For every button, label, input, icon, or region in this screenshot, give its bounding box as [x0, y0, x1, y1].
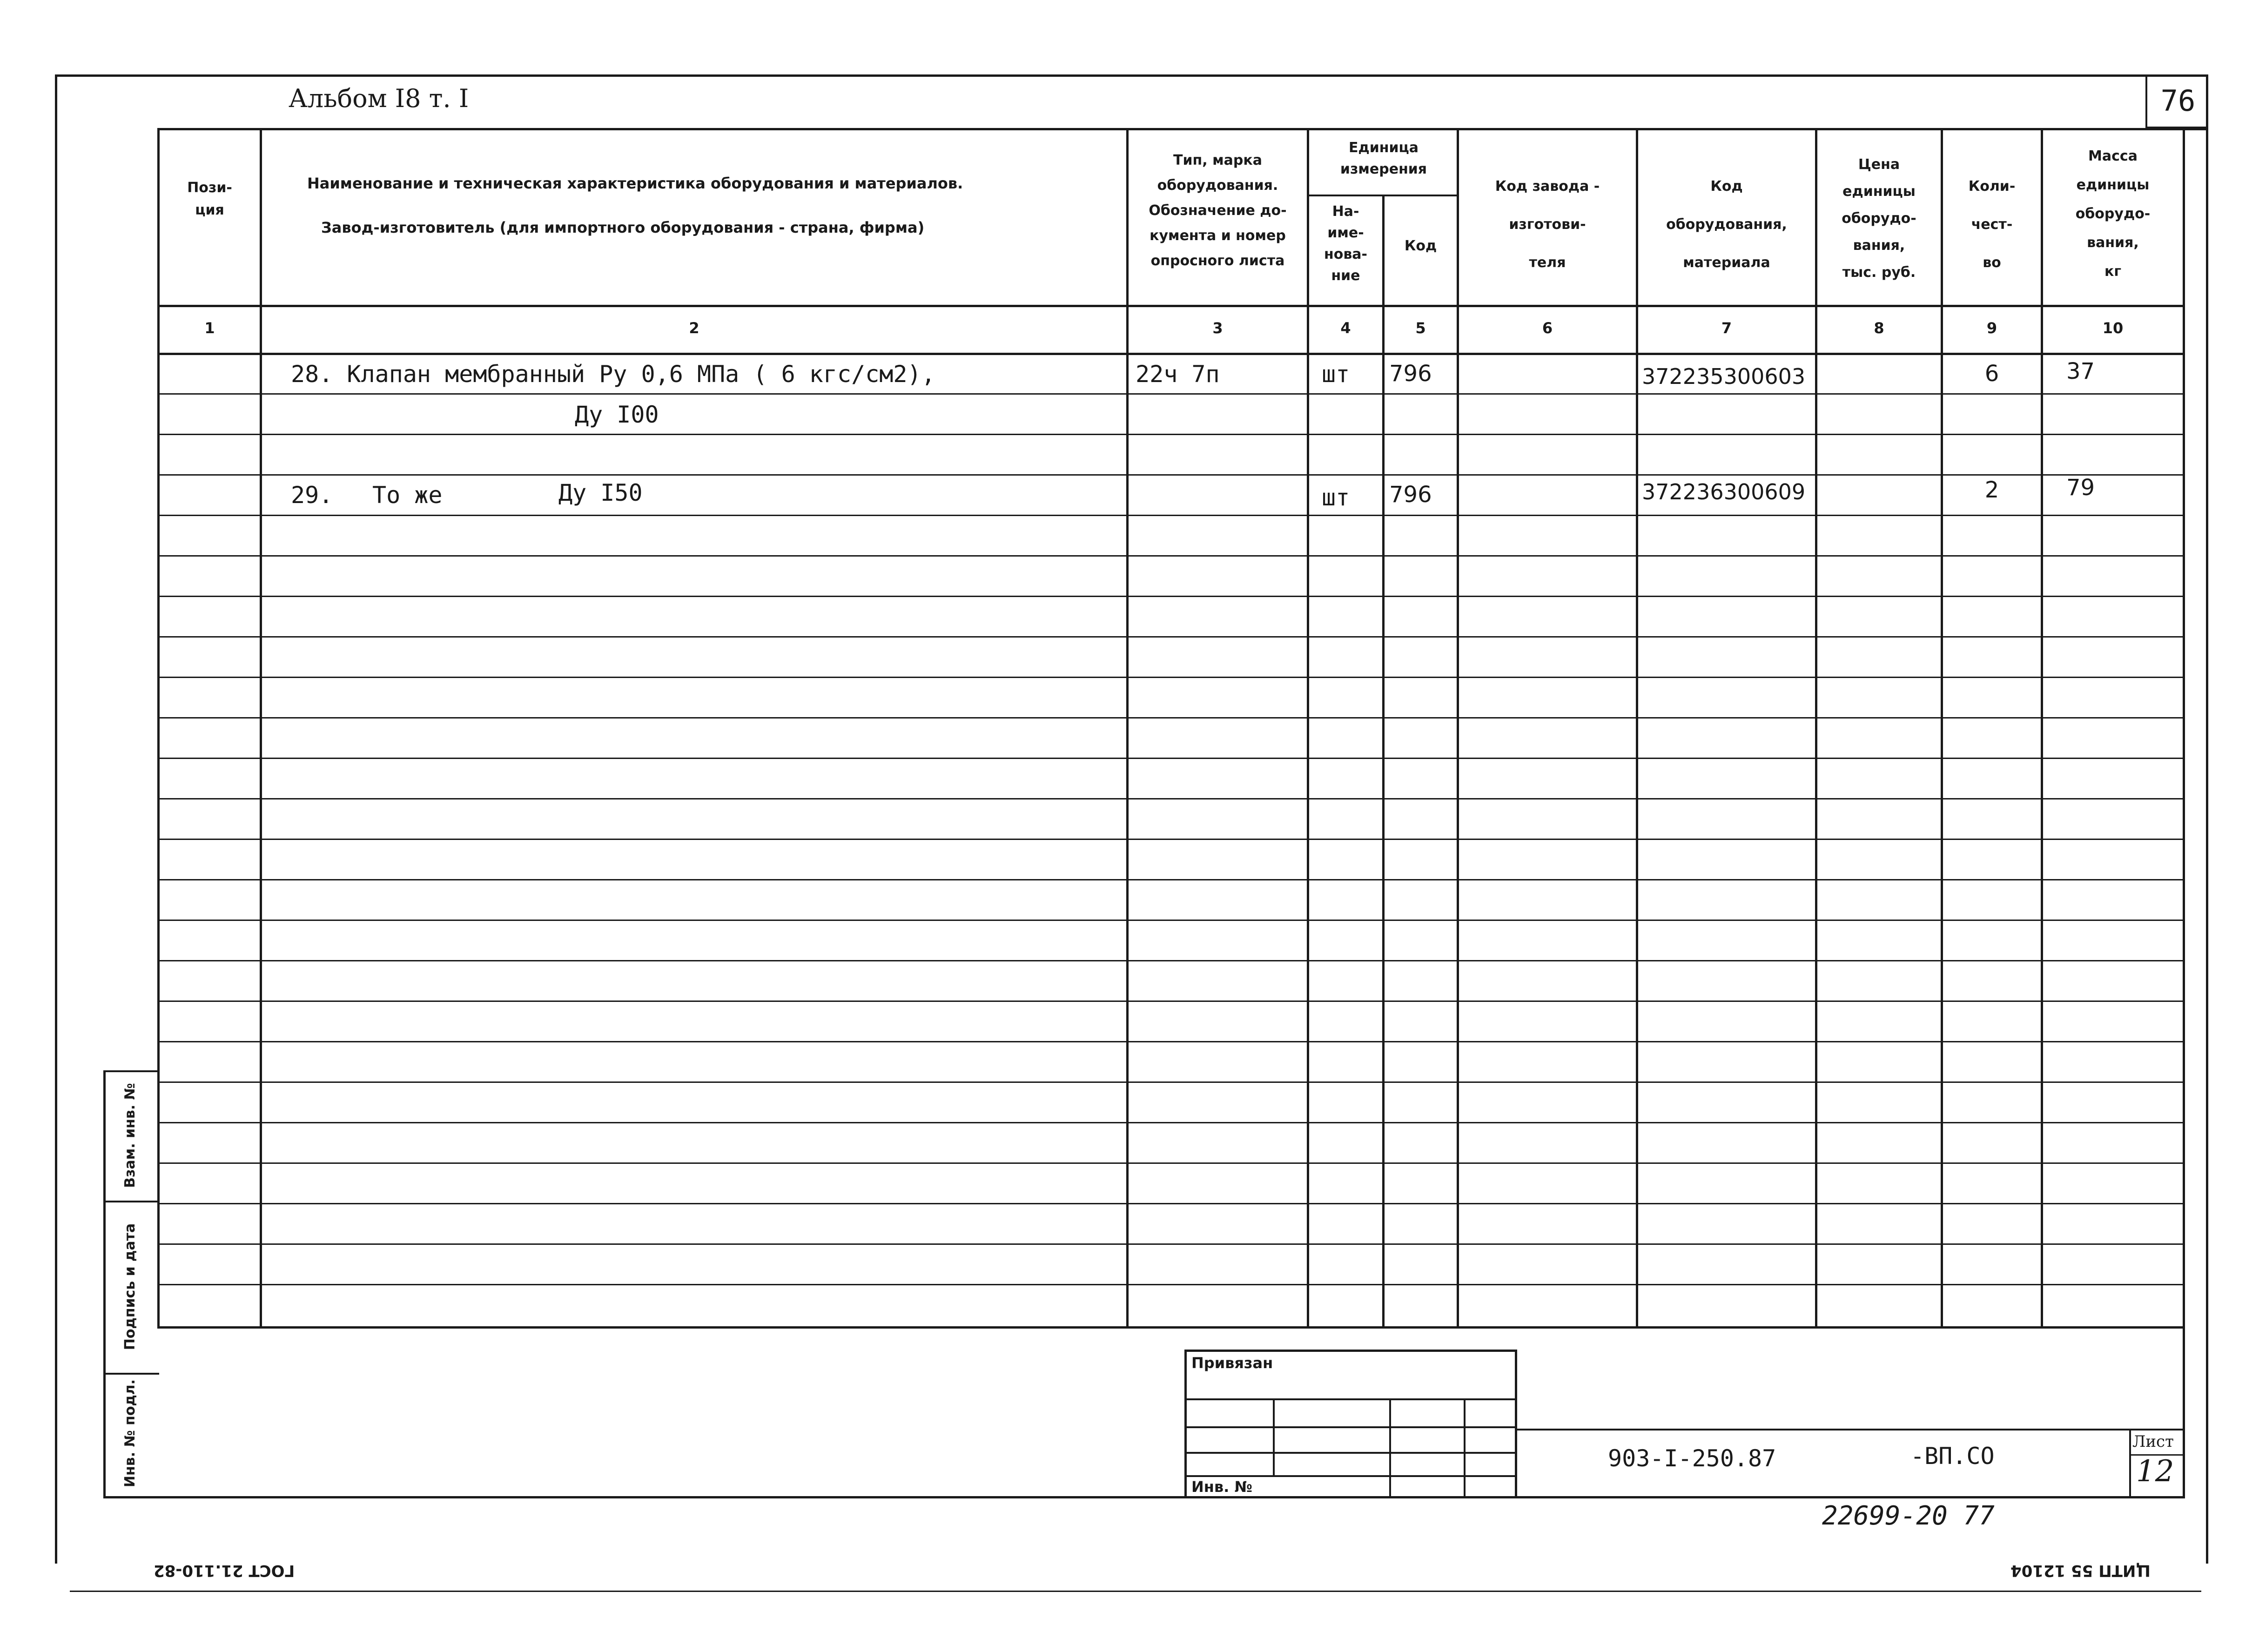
item-29-name: То же — [372, 482, 443, 509]
stamp-inv-original: Инв. № подл. — [122, 1379, 138, 1488]
item-28-unit-code: 796 — [1389, 361, 1432, 387]
page-number: 76 — [2160, 84, 2196, 118]
footer-citp: ЦИТП 55 12104 — [2010, 1561, 2151, 1580]
item-28-mass: 37 — [2066, 358, 2095, 384]
item-29-mass: 79 — [2066, 475, 2095, 501]
footer-gost: ГОСТ 21.110-82 — [154, 1561, 295, 1580]
header-quantity: Коли- чест- во — [1968, 178, 2016, 271]
stamp-inv-replace: Взам. инв. № — [122, 1083, 138, 1188]
item-29-equipment-code: 372236300609 — [1642, 479, 1806, 504]
item-29-unit: шт — [1322, 484, 1350, 511]
header-factory-code: Код завода - изготови- теля — [1495, 178, 1600, 271]
header-unit-name: На- име- нова- ние — [1324, 203, 1368, 284]
archive-number: 22699-20 77 — [1822, 1501, 1995, 1531]
item-28-quantity: 6 — [1984, 361, 1999, 387]
sheet-label: Лист — [2132, 1432, 2174, 1451]
sheet-number: 12 — [2136, 1454, 2174, 1489]
header-type: Тип, марка оборудования. Обозначение до- кумента и номер опросного листа — [1149, 152, 1287, 269]
frame-top — [55, 74, 2208, 77]
item-28-type: 22ч 7п — [1136, 361, 1220, 388]
item-29-quantity: 2 — [1984, 477, 1999, 503]
header-mass: Масса единицы оборудо- вания, кг — [2075, 148, 2151, 280]
stamp-signature-date: Подпись и дата — [122, 1223, 138, 1350]
table-top — [157, 128, 2208, 130]
header-price: Цена единицы оборудо- вания, тыс. руб. — [1842, 156, 1916, 281]
item-29-size: Ду I50 — [558, 479, 643, 506]
inv-no-label: Инв. № — [1191, 1478, 1252, 1496]
table-right — [2183, 128, 2185, 1329]
header-equipment-code: Код оборудования, материала — [1666, 178, 1787, 271]
attached-label: Привязан — [1191, 1354, 1273, 1372]
header-unit-group: Единица измерения — [1340, 140, 1427, 177]
header-unit-code: Код — [1404, 238, 1437, 254]
document-suffix: -ВП.СО — [1910, 1443, 1995, 1470]
item-28-size: Ду I00 — [575, 401, 659, 428]
header-position: Пози- ция — [187, 180, 232, 218]
item-28-name: 28. Клапан мембранный Ру 0,6 МПа ( 6 кгс/см2), — [291, 361, 935, 388]
frame-right — [2206, 74, 2208, 1564]
album-label: Альбом I8 т. I — [289, 84, 469, 113]
item-28-equipment-code: 372235300603 — [1642, 364, 1806, 389]
item-28-unit: шт — [1322, 361, 1350, 388]
document-code: 903-I-250.87 — [1608, 1445, 1776, 1472]
item-29-number: 29. — [291, 482, 333, 509]
item-29-unit-code: 796 — [1389, 482, 1432, 508]
header-name-line1: Наименование и техническая характеристика оборудования и материалов. — [307, 175, 963, 192]
frame-left — [55, 74, 57, 1564]
header-name-line2: Завод-изготовитель (для импортного оборудования - страна, фирма) — [321, 219, 925, 236]
table-left — [157, 128, 160, 1329]
